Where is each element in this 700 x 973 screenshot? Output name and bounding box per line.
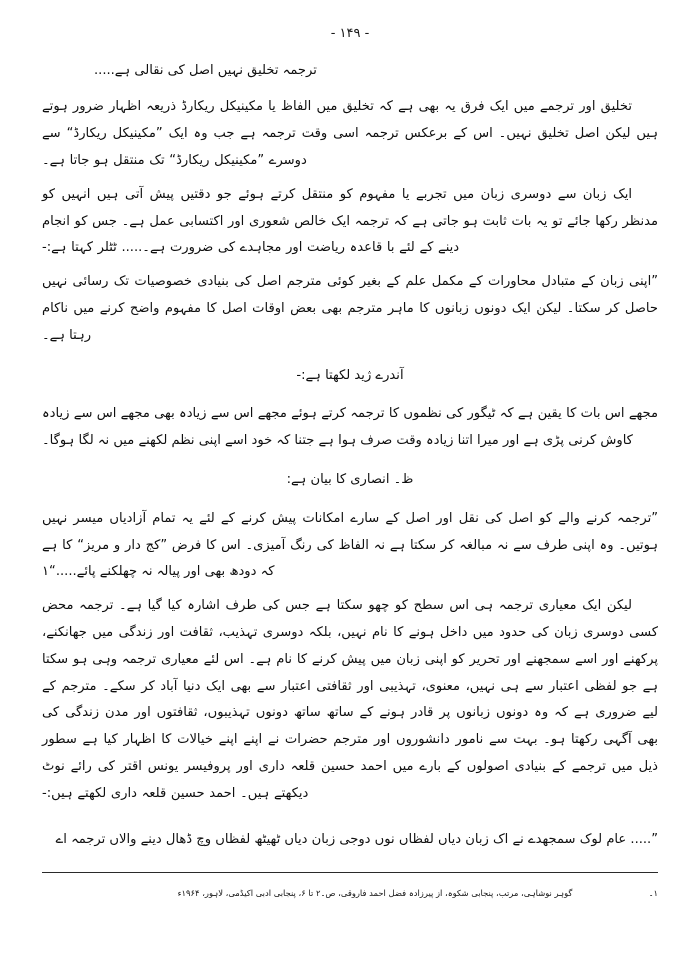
page-content — [42, 58, 658, 853]
block-quote-1: ”اپنی زبان کے متبادل محاورات کے مکمل علم کے بغیر کوئی مترجم اصل کی بنیادی خصوصیات تک رسائی نہیں حاصل کر سکتا۔ لیکن ایک دونوں زبانوں کا ماہر مترجم بھی بعض اوقات اصل کا مفہوم واضح کرنے میں ناکام رہتا ہے۔ — [42, 274, 658, 343]
footnote-text: گوہر نوشاہی، مرتب، پنجابی شکوہ، از پیرزادہ فضل احمد فاروقی، ص۔۲ تا ۶، پنجابی ادبی اکیڈمی، لاہور، ۱۹۶۴ء — [177, 888, 573, 898]
page-number: - ۱۴۹ - — [330, 26, 370, 41]
spacer — [42, 815, 658, 827]
paragraph-1: تخلیق اور ترجمے میں ایک فرق یہ بھی ہے کہ تخلیق میں الفاظ یا مکینیکل ریکارڈ ذریعہ اظہار ضرور ہوتے ہیں لیکن اصل تخلیق نہیں۔ اس کے برعکس ترجمہ اسی وقت ترجمہ ہے جب وہ ایک ”مکینیکل ریکارڈ“ سے دوسرے ”مکینیکل ریکارڈ“ تک منتقل ہو جاتا ہے۔ — [42, 99, 658, 168]
block-quote-3: ”ترجمہ کرنے والے کو اصل کی نقل اور اصل کے سارے امکانات پیش کرنے کے لئے یہ تمام آزادیاں میسر نہیں ہوتیں۔ وہ اپنی طرف سے نہ مبالغہ کر سکتا ہے نہ الفاظ کی رنگ آمیزی۔ اس کا فرض ”کج دار و مریز“ کا ہے کہ دودھ بھی اور پیالہ نہ چھلکنے پائے.....“۱ — [42, 510, 658, 580]
footnote-item — [42, 886, 658, 902]
attribution-z-ansari: ظ۔ انصاری کا بیان ہے: — [286, 472, 414, 488]
heading-line: ترجمہ تخلیق نہیں اصل کی نقالی ہے..... — [94, 63, 317, 78]
footnote-area — [42, 886, 658, 902]
attribution-andre-gide: آندرے ژید لکھتا ہے:- — [296, 367, 404, 383]
footnote-separator-rule — [42, 872, 658, 873]
footnote-marker: ۱۔ — [648, 888, 658, 898]
paragraph-2: ایک زبان سے دوسری زبان میں تجربے یا مفہوم کو منتقل کرتے ہوئے جو دقتیں پیش آتی ہیں انہیں کو مدنظر رکھا جائے تو یہ بات ثابت ہو جاتی ہے کہ ترجمہ ایک خالص شعوری اور اکتسابی عمل ہے۔ جس کو انجام دینے کے لئے با قاعدہ ریاضت اور مجاہدے کی ضرورت ہے۔..... ٹٹلر کہتا ہے:- — [42, 186, 658, 256]
paragraph-3: لیکن ایک معیاری ترجمہ ہی اس سطح کو چھو سکتا ہے جس کی طرف اشارہ کیا گیا ہے۔ ترجمہ محض کسی دوسری زبان کی حدود میں داخل ہونے کا نام نہیں، بلکہ دوسری تہذیب، ثقافت اور زندگی میں جھانکنے، پرکھنے اور اسے سمجھنے اور تحریر کو اپنی زبان میں پیش کرنے کا نام ہے۔ اس لئے معیاری ترجمہ وہی ہو سکتا ہے جو لفظی اعتبار سے ہی نہیں، معنوی، تہذیبی اور ثقافتی اعتبار سے بھی ایک دنیا آباد کر سکے۔ مترجم کے لیے ضروری ہے کہ وہ دونوں زبانوں پر قادر ہونے کے ساتھ ساتھ دونوں تہذیبوں، ثقافتوں اور مدن زندگی کی بھی آگہی رکھتا ہو۔ بہت سے نامور دانشوروں اور مترجم حضرات نے اپنے اپنے خیالات کا اظہار کیا ہے سطور ذیل میں ترجمے کے بنیادی اصولوں کے بارے میں احمد حسین قلعہ داری اور پروفیسر یونس اقتر کی رائے نوٹ دیکھتے ہیں۔ احمد حسین قلعہ داری لکھتے ہیں:- — [42, 598, 658, 801]
block-quote-2: مجھے اس بات کا یقین ہے کہ ٹیگور کی نظموں کا ترجمہ کرتے ہوئے مجھے اس سے زیادہ بھی مجھے اس سے زیادہ کاوش کرنی پڑی ہے اور میرا اتنا زیادہ وقت صرف ہوا ہے جتنا کہ خود اسے اپنی نظم لکھنے میں نہ لگا ہوگا۔ — [42, 405, 658, 448]
block-quote-4-punjabi: ”..... عام لوک سمجھدے نے اک زبان دیاں لفظاں نوں دوجی زبان دیاں ٹھیٹھ لفظاں وچ ڈھال دینے والاں ترجمہ اے — [55, 831, 658, 847]
